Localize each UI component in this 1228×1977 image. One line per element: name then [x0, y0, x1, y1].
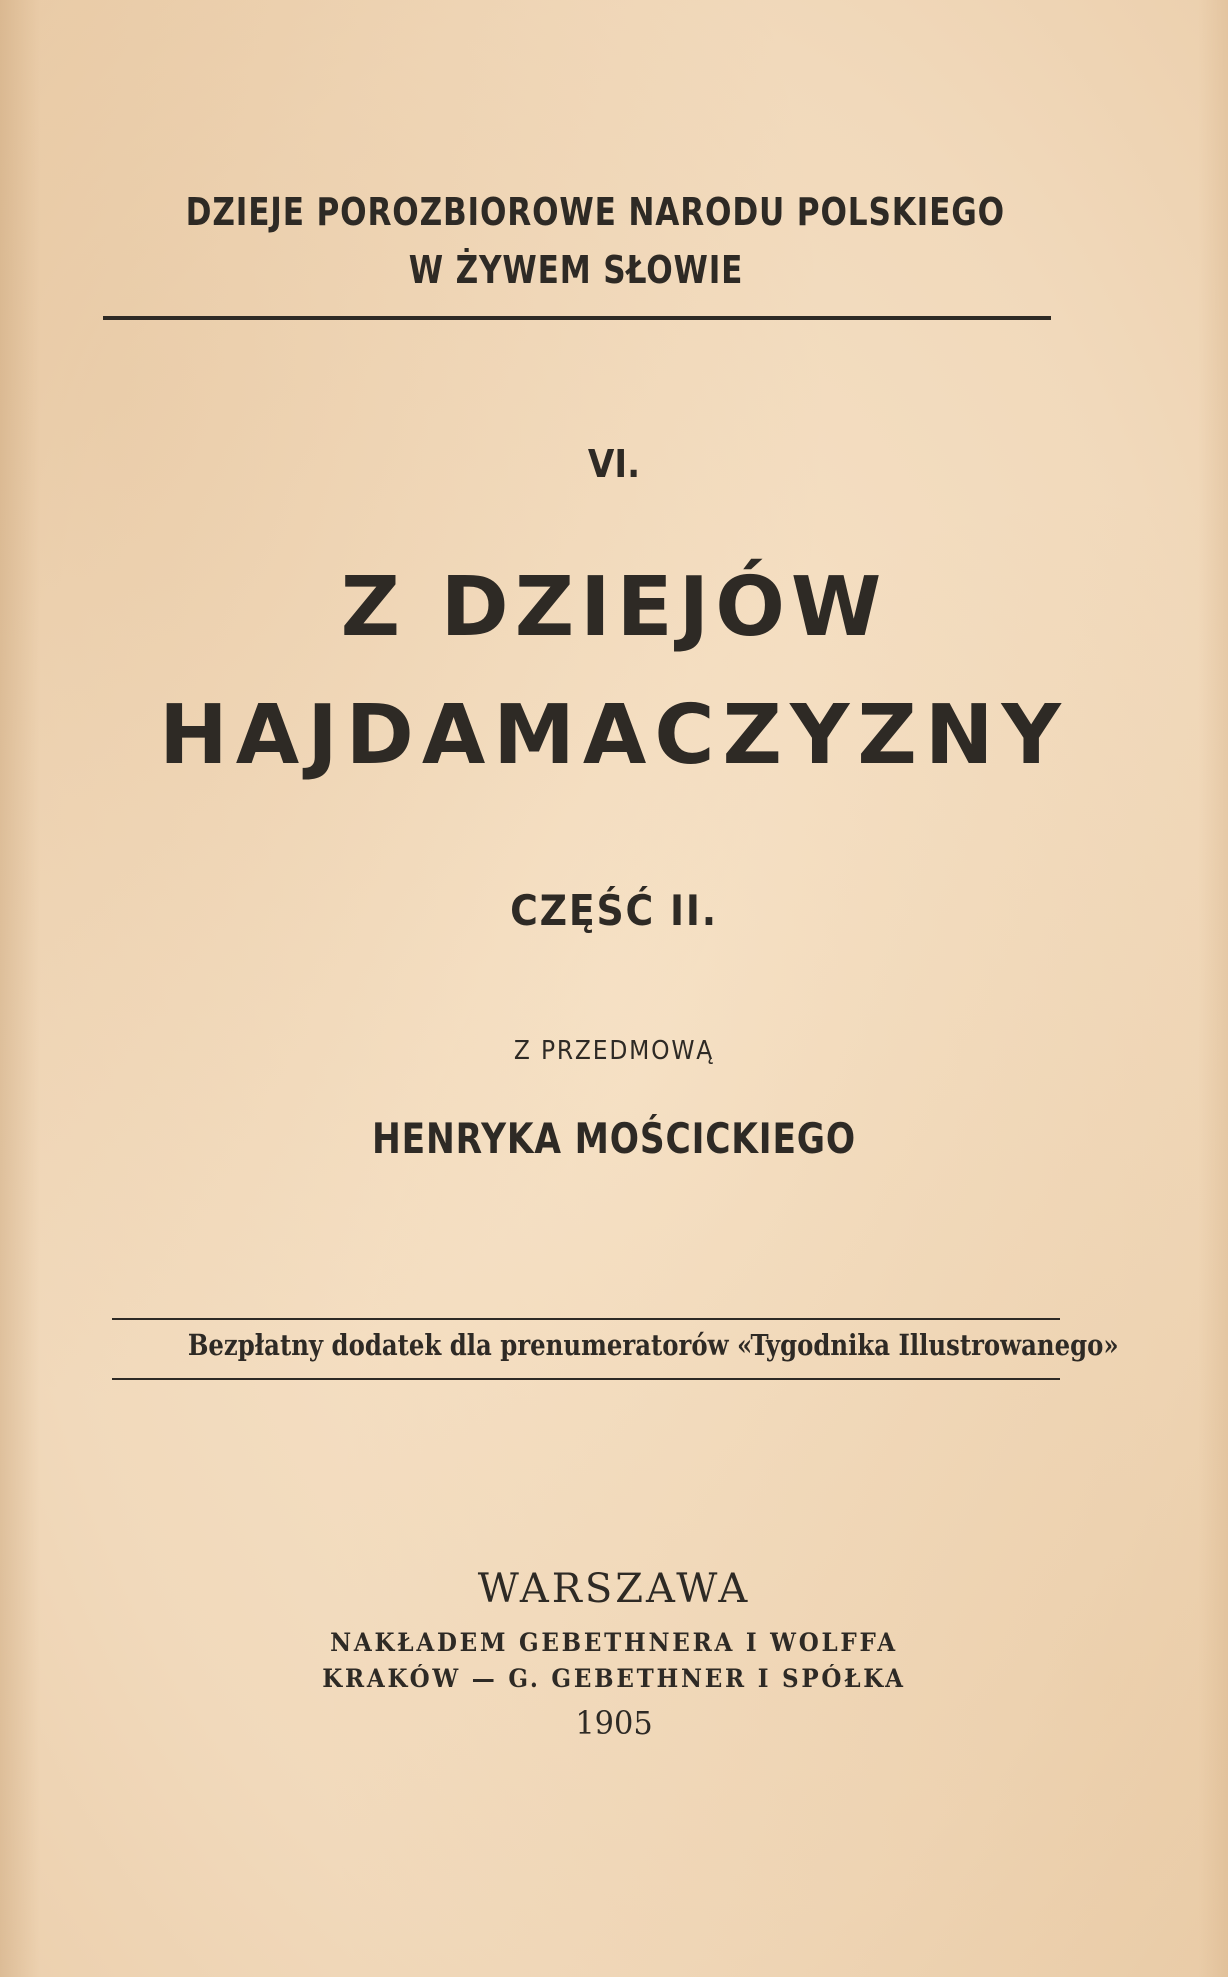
- book-title-line-1: Z DZIEJÓW: [340, 560, 888, 655]
- part-number: CZĘŚĆ II.: [510, 886, 718, 935]
- preface-label: Z PRZEDMOWĄ: [513, 1036, 715, 1066]
- page-edge-shadow-right: [1198, 0, 1228, 1977]
- imprint-city: WARSZAWA: [477, 1566, 751, 1612]
- series-title-line-2: W ŻYWEM SŁOWIE: [408, 248, 744, 292]
- series-title-line-1: DZIEJE POROZBIOROWE NARODU POLSKIEGO: [185, 190, 1005, 234]
- supplement-note: Bezpłatny dodatek dla prenumeratorów «Tygodnika Illustrowanego»: [187, 1328, 1119, 1362]
- book-title-line-2: HAJDAMACZYZNY: [159, 688, 1069, 783]
- volume-number: VI.: [587, 442, 641, 486]
- preface-author: HENRYKA MOŚCICKIEGO: [372, 1114, 856, 1163]
- imprint-year: 1905: [575, 1704, 653, 1742]
- header-rule: [103, 316, 1051, 320]
- imprint-publisher-line-1: NAKŁADEM GEBETHNERA I WOLFFA: [330, 1628, 898, 1657]
- supplement-rule-bottom: [112, 1378, 1060, 1380]
- imprint-publisher-line-2: KRAKÓW — G. GEBETHNER I SPÓŁKA: [322, 1664, 906, 1693]
- supplement-rule-top: [112, 1318, 1060, 1320]
- page-edge-shadow: [0, 0, 40, 1977]
